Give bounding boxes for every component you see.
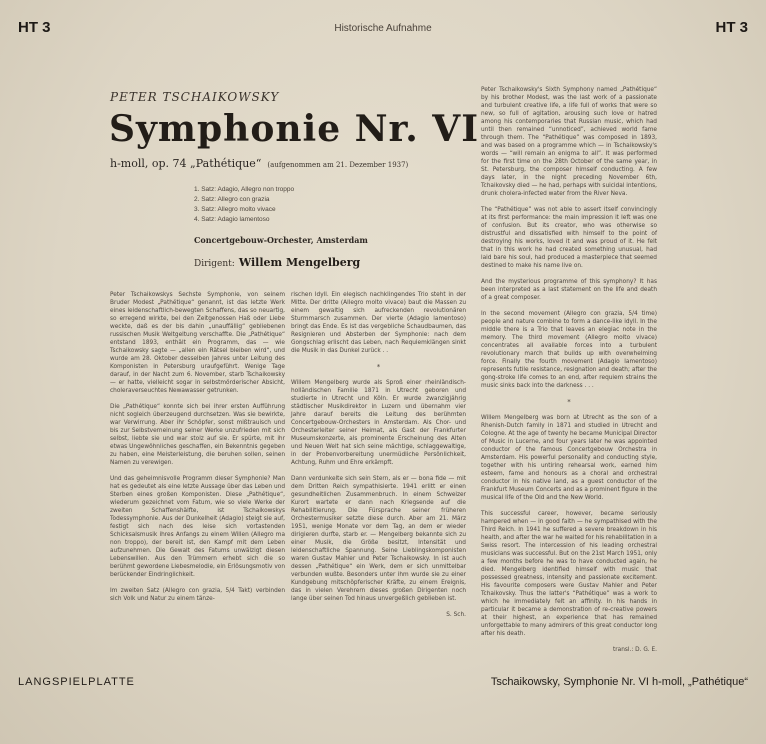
text-paragraph: This successful career, however, became seriously hampered when — in good faith — he sympathised with the Third Reich. In 1941 he suffered a severe breakdown in his health, and after the war he waited for his rehabilitation in a Swiss resort. The intercession of his leading orchestral musicians was successful. But on the 21st March 1951, only a few months before he was to have conducted again, he died. Mengelberg identified himself with music that possessed greatness, intensity and passionate excitement. His favourite composers were Gustav Mahler and Peter Tchaikovsky. Thus the latter's “Pathétique” was a work to which he immediately felt an affinity. In his hands in particular it became a demonstration of re-creative powers at their highest, an experience that has remained unforgettable to many admirers of this great conductor long after his death.: [481, 511, 657, 637]
footer-work-title: Tschaikowsky, Symphonie Nr. VI h-moll, „Pathétique“: [490, 676, 748, 688]
movement-list: [194, 185, 294, 225]
movement-item: 3. Satz: Allegro molto vivace: [194, 206, 276, 213]
text-paragraph: Peter Tschaikowsky's Sixth Symphony named „Pathétique“ by his brother Modest, was the last work of a passionate and turbulent creative life, a life full of works that were so new, so full of agitation, arousing such love or hatred among his contemporaries that Russian music, which had until then remained “unnoticed”, achieved world fame through them. The “Pathétique” was composed in 1893, and was based on a programme which — in Tschaikowsky's words — “will remain an enigma to all”. It was performed for the first time on the 28th October of the same year, in St. Petersburg, the composer himself conducting. A few days later, in the night preceding November 6th, Tchaikovsky died — he had, perhaps with suicidal intentions, drunk cholera-infected water from the River Neva.: [481, 87, 657, 197]
section-divider-star: *: [567, 398, 571, 406]
german-notes-column-1: [110, 291, 285, 611]
conductor-name: Willem Mengelberg: [238, 256, 361, 269]
text-paragraph: In the second movement (Allegro con grazia, 5/4 time) people and nature combine to form a dance-like idyll. In the middle there is a Trio that leaves an elegiac note in the memory. The third movement (Allegro molto vivace) concentrates all available forces into a turbulent revolutionary march that builds up with overwhelming force. Finally the fourth movement (Adagio lamentoso) represents futile resistance, resignation and death; after the gong-stroke life comes to an end, after requiem strains the music sinks back into the darkness . . .: [481, 311, 657, 389]
text-paragraph: Die „Pathétique“ konnte sich bei ihrer ersten Aufführung nicht sogleich überzeugend durchsetzen. Was sie bewirkte, war Verwirrung. Aber ihr Schöpfer, sonst mißtrauisch und bis zur Selbstverneinung seiner Werke unzufrieden mit sich selbst, liebte sie und war stolz auf sie. Er spürte, mit ihr etwas Ungewöhnliches geschaffen, ein Bekenntnis gegeben zu haben, eine Meisterleistung, die beruhen sollen, seinen Namen zu verewigen.: [110, 404, 285, 466]
text-paragraph: Willem Mengelberg wurde als Sproß einer rheinländisch-holländischen Familie 1871 in Utrecht geboren und studierte in Utrecht und Köln. Er wurde zwanzigjährig städtischer Musikdirektor in Luzern und übernahm vier Jahre darauf bereits die Leitung des berühmten Concertgebouw-Orchesters in Amsterdam. Als Chor- und Orchesterleiter seiner Heimat, als Gast der Frankfurter Museumskonzerte, als prominente Erscheinung des Alten und Neuen Welt hat sich seine mächtige, schlaggewaltige, in der Probenvorbereitung unermüdliche Persönlichkeit, Achtung, Ruhm und Ehre erkämpft.: [291, 380, 466, 466]
recording-date-note: (aufgenommen am 21. Dezember 1937): [267, 161, 409, 169]
text-paragraph: Im zweiten Satz (Allegro con grazia, 5/4 Takt) verbinden sich Volk und Natur zu einem tänze-: [110, 588, 285, 602]
english-notes-column: [481, 86, 657, 654]
key-and-opus: h-moll, op. 74 „Pathétique“: [110, 157, 262, 170]
work-title: Symphonie Nr. VI: [109, 108, 480, 150]
movement-item: 1. Satz: Adagio, Allegro non troppo: [194, 186, 295, 193]
text-paragraph: The “Pathétique” was not able to assert itself convincingly at its first performance: the main impression it left was one of confusion. But its creator, who was otherwise so distrustful and dissatisfied with himself to the point of destroying his works, loved it and was proud of it. He felt that in this work he had created something unusual, had laid bare his soul, had produced a masterpiece that seemed destined to make his name live on.: [481, 207, 657, 269]
german-notes-column-2: [291, 291, 466, 619]
orchestra-name: Concertgebouw-Orchester, Amsterdam: [194, 235, 368, 245]
series-label: Historische Aufnahme: [334, 23, 432, 34]
text-paragraph: And the mysterious programme of this symphony? It has been interpreted as a last statement on the life and death of a great composer.: [481, 279, 657, 301]
conductor-label: Dirigent:: [194, 259, 235, 269]
section-divider-star: *: [376, 363, 381, 371]
movement-item: 4. Satz: Adagio lamentoso: [194, 216, 270, 223]
translator-credit: transl.: D. G. E.: [613, 647, 657, 653]
text-paragraph: rischen Idyll. Ein elegisch nachklingendes Trio steht in der Mitte. Der dritte (Allegro molto vivace) baut die Massen zu einem gewaltig sich aufreckenden revolutionären Sturmmarsch zusammen. Der vierte (Adagio lamentoso) bringt das Ende. Es ist das vergebliche Schaudbaumen, das Resignieren und Absterben der Symphonie: nach dem Gongschlag erlischt das Leben, nach Requiemklängen sinkt die Musik in das Dunkel zurück . .: [291, 292, 466, 354]
format-label: LANGSPIELPLATTE: [18, 676, 135, 688]
text-paragraph: Peter Tschaikowskys Sechste Symphonie, von seinem Bruder Modest „Pathétique“ genannt, ist das letzte Werk eines leidenschaftlich-bewegten Schaffens, das so neuartig, so erregend wirkte, bei den Zeitgenossen Haß oder Liebe weckte, daß es der bis dahin „unauffällig“ gebliebenen russischen Musik Weltgeltung verschaffte. Die „Pathétique“ entstand 1893, enthält ein Programm, das — wie Tschaikowsky sagte — „allen ein Rätsel bleiben wird“, und wurde am 28. Oktober desselben Jahres unter Leitung des Komponisten in Petersburg uraufgeführt. Wenige Tage darauf, in der Nacht zum 6. November, starb Tschaikowsky — er hatte, vielleicht sogar in selbstmörderischer Absicht, choleraverseuchtes Newawasser getrunken.: [110, 292, 285, 394]
author-signature: S. Sch.: [446, 612, 466, 618]
text-paragraph: Dann verdunkelte sich sein Stern, als er — bona fide — mit dem Dritten Reich sympathisierte. 1941 erlitt er einen gesundheitlichen Zusammenbruch. In einem Schweizer Kurort wartete er dann nach Kriegsende auf die Rehabilitierung. Die Fürsprache seiner früheren Orchestermusiker setzte diese durch. Aber am 21. März 1951, wenige Monate vor dem Tag, an dem er wieder dirigieren durfte, starb er. — Mengelberg bekannte sich zu einer Musik, die Größe besitzt, Intensität und leidenschaftliche Spannung. Seine Lieblingskomponisten waren Gustav Mahler und Peter Tschaikowsky. In ist auch dessen „Pathétique“ ein Werk, dem er sich unmittelbar verbunden wußte. Besonders unter ihm wurde sie zu einer Kundgebung mitschöpferischer Kräfte, zu einem Ereignis, das in vielen Verehrern dieses großen Dirigenten noch lange über seinen Tod hinaus unvergeßlich geblieben ist.: [291, 476, 466, 602]
catalog-code-right: HT 3: [715, 19, 748, 36]
text-paragraph: Willem Mengelberg was born at Utrecht as the son of a Rhenish-Dutch family in 1871 and studied in Utrecht and Cologne. At the age of twenty he became Municipal Director of Music in Lucerne, and four years later he was appointed conductor of the famous Concertgebouw Orchestra in Amsterdam. His powerful personality and conducting style, together with his untiring rehearsal work, earned him esteem, fame and honours as a choral and orchestral conductor in his native land, as a guest conductor of the Frankfurt Museum Concerts and as a prominent figure in the musical life of the Old and the New World.: [481, 415, 657, 501]
text-paragraph: Und das geheimnisvolle Programm dieser Symphonie? Man hat es gedeutet als eine letzte Aussage über das Leben und Sterben eines großen Komponisten. Diese „Pathétique“, wiederum gezeichnet vom Fatum, wie so viele Werke der zweiten Schaffenshälfte, ist Tschaikowskys Todessymphonie. Aus der Dunkelheit (Adagio) steigt sie auf, festigt sich nach des leise sich vortastenden Schicksalsmusik ihres Anfangs zu einem Willen (Allegro ma non troppo), der bereit ist, den Kampf mit dem Leben aufzunehmen. Die Gewalt des Fatums unwälzigt diesen Lebenswillen. Aus den Trümmern erhebt sich die so berühmt gewordene Liebesmelodie, ein Erlösungsmotiv von berückender Eindringlichkeit.: [110, 476, 285, 578]
catalog-code-left: HT 3: [18, 19, 51, 36]
composer-name: PETER TSCHAIKOWSKY: [110, 90, 280, 104]
movement-item: 2. Satz: Allegro con grazia: [194, 196, 270, 203]
conductor-line: [194, 251, 360, 270]
key-line: [110, 157, 408, 170]
